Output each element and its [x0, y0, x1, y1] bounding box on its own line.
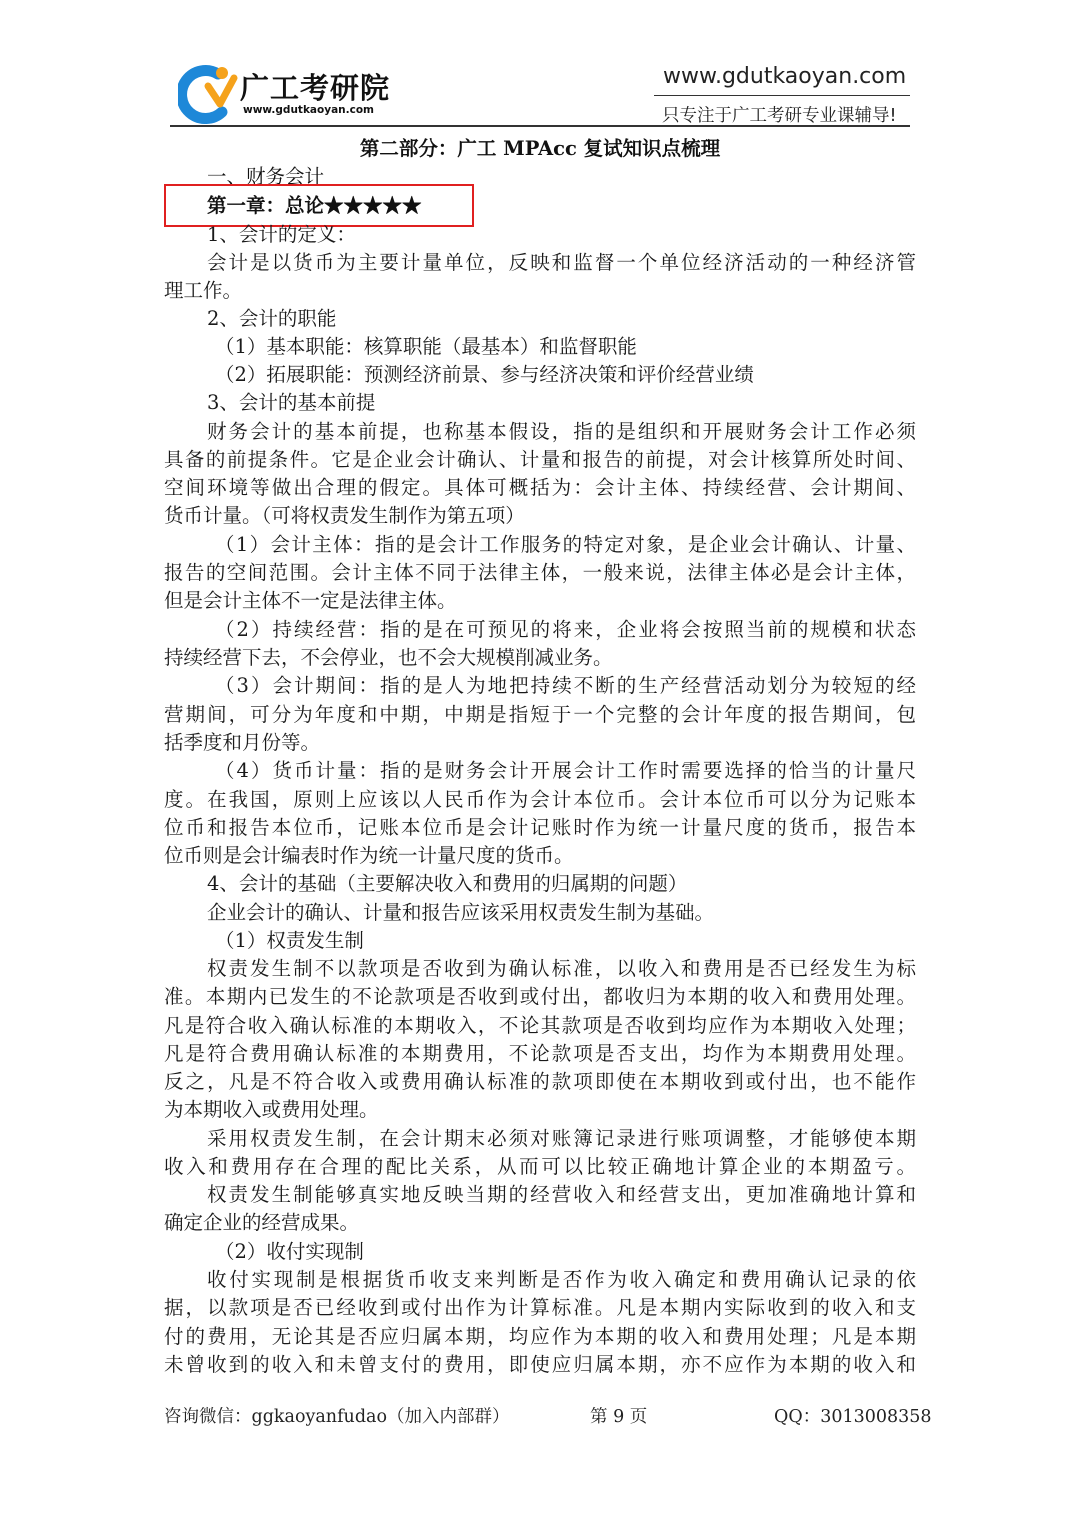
- text-line: 据，以款项是否已经收到或付出作为计算标准。凡是本期内实际收到的收入和支: [164, 1296, 916, 1319]
- text-line: 4、会计的基础（主要解决收入和费用的归属期的问题）: [207, 872, 688, 895]
- text-line: 企业会计的确认、计量和报告应该采用权责发生制为基础。: [207, 901, 715, 924]
- text-line: 营期间，可分为年度和中期，中期是指短于一个完整的会计年度的报告期间，包: [164, 703, 916, 726]
- text-line: 括季度和月份等。: [164, 731, 321, 754]
- text-line: 付的费用，无论其是否应归属本期，均应作为本期的收入和费用处理；凡是本期: [164, 1325, 916, 1348]
- site-url: www.gdutkaoyan.com: [663, 64, 907, 89]
- text-line: （1）权责发生制: [215, 929, 364, 952]
- text-line: 1、会计的定义：: [207, 223, 356, 246]
- part-title: 第二部分：广工 MPAcc 复试知识点梳理: [359, 137, 721, 160]
- text-line: （1）基本职能：核算职能（最基本）和监督职能: [215, 335, 637, 358]
- text-line: 会计是以货币为主要计量单位，反映和监督一个单位经济活动的一种经济管: [207, 251, 916, 274]
- brand-url: www.gdutkaoyan.com: [243, 104, 374, 116]
- text-line: 2、会计的职能: [207, 307, 337, 330]
- text-line: 权责发生制能够真实地反映当期的经营收入和经营支出，更加准确地计算和: [207, 1183, 916, 1206]
- text-line: 收付实现制是根据货币收支来判断是否作为收入确定和费用确认记录的依: [207, 1268, 916, 1291]
- text-line: 凡是符合费用确认标准的本期费用，不论款项是否支出，均作为本期费用处理。: [164, 1042, 916, 1065]
- text-line: 位币则是会计编表时作为统一计量尺度的货币。: [164, 844, 574, 867]
- site-url-underline: [654, 95, 910, 96]
- brand-name: 广工考研院: [240, 71, 391, 105]
- text-line: （3）会计期间：指的是人为地把持续不断的生产经营活动划分为较短的经: [215, 674, 916, 697]
- text-line: 准。本期内已发生的不论款项是否收到或付出，都收归为本期的收入和费用处理。: [164, 985, 916, 1008]
- text-line: 反之，凡是不符合收入或费用确认标准的款项即使在本期收到或付出，也不能作: [164, 1070, 916, 1093]
- text-line: 财务会计的基本前提，也称基本假设，指的是组织和开展财务会计工作必须: [207, 420, 916, 443]
- text-line: 度。在我国，原则上应该以人民币作为会计本位币。会计本位币可以分为记账本: [164, 788, 916, 811]
- text-line: 持续经营下去，不会停业，也不会大规模削减业务。: [164, 646, 613, 669]
- text-line: 凡是符合收入确认标准的本期收入，不论其款项是否收到均应作为本期收入处理；: [164, 1014, 916, 1037]
- text-line: 收入和费用存在合理的配比关系，从而可以比较正确地计算企业的本期盈亏。: [164, 1155, 916, 1178]
- text-line: 采用权责发生制，在会计期末必须对账簿记录进行账项调整，才能够使本期: [207, 1127, 916, 1150]
- footer-page-number: 第 9 页: [590, 1407, 648, 1427]
- footer-wechat: 咨询微信：ggkaoyanfudao（加入内部群）: [164, 1407, 510, 1427]
- text-line: （2）持续经营：指的是在可预见的将来，企业将会按照当前的规模和状态: [215, 618, 916, 641]
- text-line: （4）货币计量：指的是财务会计开展会计工作时需要选择的恰当的计量尺: [215, 759, 916, 782]
- text-line: （1）会计主体：指的是会计工作服务的特定对象，是企业会计确认、计量、: [215, 533, 916, 556]
- text-line: 理工作。: [164, 279, 243, 302]
- text-line: 具备的前提条件。它是企业会计确认、计量和报告的前提，对会计核算所处时间、: [164, 448, 916, 471]
- text-line: 但是会计主体不一定是法律主体。: [164, 589, 457, 612]
- text-line: （2）拓展职能：预测经济前景、参与经济决策和评价经营业绩: [215, 363, 754, 386]
- text-line: 为本期收入或费用处理。: [164, 1098, 379, 1121]
- slogan: 只专注于广工考研专业课辅导!: [662, 106, 897, 126]
- text-line: 3、会计的基本前提: [207, 391, 376, 414]
- brand-logo-icon: [178, 64, 242, 124]
- text-line: 权责发生制不以款项是否收到为确认标准，以收入和费用是否已经发生为标: [207, 957, 916, 980]
- section-title: 一、财务会计: [207, 165, 325, 188]
- text-line: 货币计量。（可将权责发生制作为第五项）: [164, 504, 525, 527]
- text-line: 空间环境等做出合理的假定。具体可概括为：会计主体、持续经营、会计期间、: [164, 476, 916, 499]
- text-line: 位币和报告本位币，记账本位币是会计记账时作为统一计量尺度的货币，报告本: [164, 816, 916, 839]
- chapter-title: 第一章：总论★★★★★: [207, 194, 422, 217]
- text-line: （2）收付实现制: [215, 1240, 364, 1263]
- header-divider: [170, 125, 910, 127]
- text-line: 未曾收到的收入和未曾支付的费用，即使应归属本期，亦不应作为本期的收入和: [164, 1353, 916, 1376]
- footer-qq: QQ：3013008358: [774, 1407, 932, 1427]
- text-line: 确定企业的经营成果。: [164, 1211, 360, 1234]
- text-line: 报告的空间范围。会计主体不同于法律主体，一般来说，法律主体必是会计主体，: [164, 561, 916, 584]
